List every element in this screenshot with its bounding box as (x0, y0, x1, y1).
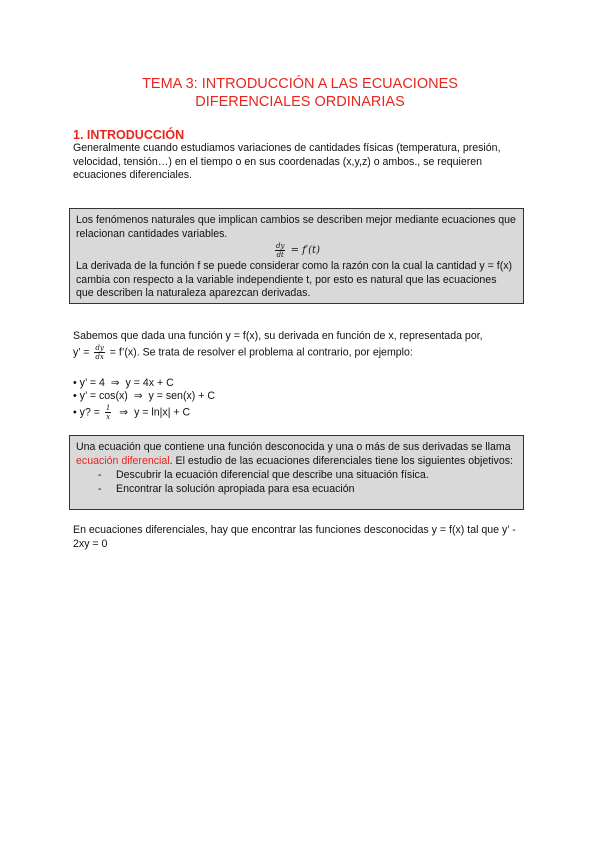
implies-arrow: ⇒ (133, 390, 143, 402)
one-over-x-fraction (105, 404, 111, 421)
objective-item: - Descubrir la ecuación diferencial que describe una situación física. (98, 469, 517, 483)
para2-line-1: Sabemos que dada una función y = f(x), su derivada en función de x, representada por, (73, 330, 483, 342)
box1-text-1: Los fenómenos naturales que implican cambios se describen mejor mediante ecuaciones que relacionan cantidades variables. (76, 214, 516, 240)
derivative-paragraph (73, 330, 533, 361)
intro-paragraph: Generalmente cuando estudiamos variaciones de cantidades físicas (temperatura, presión, velocidad, tensión…) en el tiempo o en sus coordenadas (x,y,z) o ambos., se requieren ecuaciones diferenciales. (73, 142, 501, 181)
fraction-denominator: x (106, 413, 111, 421)
example-lhs: • y’ = cos(x) (73, 390, 128, 402)
example-item (73, 390, 215, 403)
highlight-term: ecuación diferencial (76, 454, 170, 467)
example-lhs: • y’ = 4 (73, 377, 105, 389)
objectives-box (69, 435, 524, 510)
title-line-2: DIFERENCIALES ORDINARIAS (195, 94, 405, 110)
implies-arrow: ⇒ (119, 406, 129, 419)
fraction-numerator: dy (276, 242, 285, 250)
example-rhs: y = 4x + C (125, 377, 174, 389)
title-line-1: TEMA 3: INTRODUCCIÓN A LAS ECUACIONES (142, 76, 458, 92)
para2-line-2 (73, 344, 533, 361)
page-title (60, 75, 540, 111)
example-rhs: y = ln|x| + C (134, 406, 191, 419)
para2-suffix: = f’(x). Se trata de resolver el problema al contrario, por ejemplo: (106, 345, 413, 358)
closing-paragraph: En ecuaciones diferenciales, hay que encontrar las funciones desconocidas y = f(x) tal que y’ - 2xy = 0 (73, 524, 516, 550)
derivative-formula (76, 242, 517, 259)
box2-text-before: Una ecuación que contiene una función desconocida y una o más de sus derivadas se llama (76, 441, 511, 453)
objectives-list (98, 469, 517, 496)
para2-prefix: y’ = (73, 345, 93, 358)
example-lhs: • y? = (73, 406, 103, 419)
objective-item: - Encontrar la solución apropiada para esa ecuación (98, 483, 517, 497)
box2-text (76, 441, 517, 468)
fraction-denominator: dx (95, 352, 104, 361)
formula-rhs: = f′(t) (290, 245, 320, 256)
example-item (73, 404, 215, 421)
definition-box (69, 208, 524, 304)
example-item (73, 377, 215, 390)
section-heading: 1. INTRODUCCIÓN (73, 128, 185, 142)
dy-dx-fraction (94, 344, 104, 361)
box1-text-2: La derivada de la función f se puede considerar como la razón con la cual la cantidad y = f(x) cambia con respecto a la variable independiente t, por esto es natural que las ecuaciones que describen la naturaleza aparezcan derivadas. (76, 260, 513, 299)
derivative-fraction (275, 242, 285, 259)
fraction-numerator: 1 (105, 404, 111, 412)
examples-list (73, 377, 215, 421)
box2-text-after: . El estudio de las ecuaciones diferenciales tiene los siguientes objetivos: (169, 454, 513, 467)
fraction-denominator: dt (276, 251, 284, 259)
fraction-numerator: dy (95, 343, 104, 352)
implies-arrow: ⇒ (110, 377, 120, 389)
example-rhs: y = sen(x) + C (148, 390, 216, 402)
